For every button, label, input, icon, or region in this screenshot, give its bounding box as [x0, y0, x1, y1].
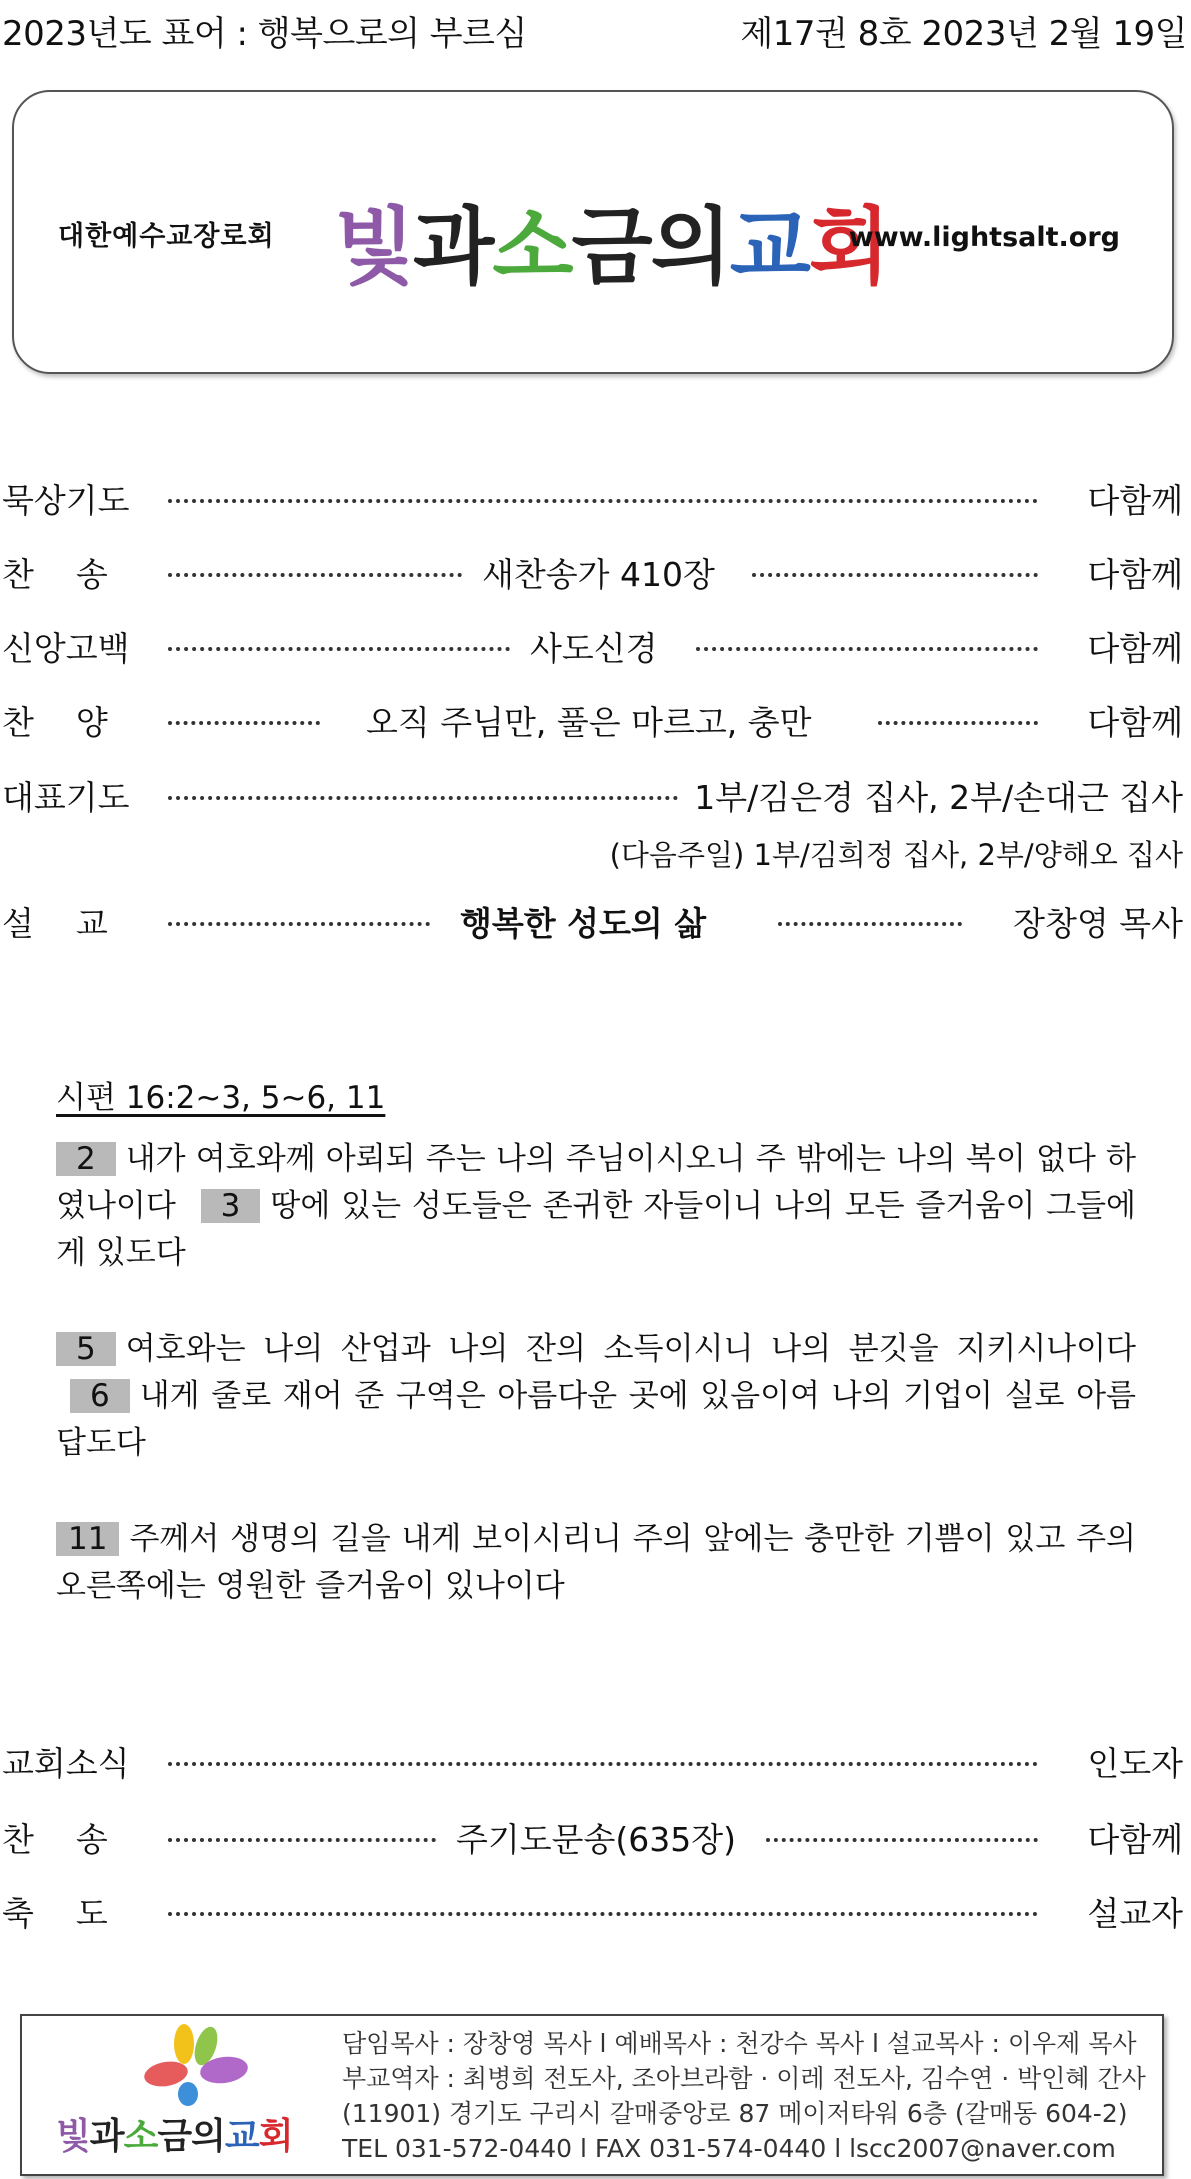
leader-dots — [168, 647, 510, 651]
church-name-char: 과 — [89, 2116, 124, 2157]
order-item: 사도신경 — [530, 629, 658, 668]
sermon-title: 행복한 성도의 삶 — [460, 904, 707, 943]
order-leader: 다함께 — [1087, 481, 1183, 520]
order-label: 묵상기도 — [2, 481, 130, 520]
church-name-char: 금 — [157, 2116, 192, 2157]
order-row-church-news — [0, 1738, 1191, 1788]
order-label: 찬 송 — [2, 1820, 108, 1859]
order-leader: 다함께 — [1087, 1820, 1183, 1859]
leader-dots — [168, 1912, 1038, 1916]
order-leader: 1부/김은경 집사, 2부/손대근 집사 — [694, 778, 1183, 817]
order-label: 설 교 — [2, 904, 108, 943]
church-header-box — [12, 90, 1174, 374]
church-contact-info — [342, 2026, 1146, 2166]
leader-dots — [168, 796, 678, 800]
leader-dots — [168, 499, 1038, 503]
preacher: 장창영 목사 — [1013, 904, 1183, 943]
denomination-label: 대한예수교장로회 — [58, 221, 275, 252]
leader-dots — [168, 721, 320, 725]
church-name-char: 과 — [413, 198, 493, 296]
verse-text: 땅에 있는 성도들은 존귀한 자들이니 나의 모든 즐거움이 그들에게 있도다 — [56, 1188, 1136, 1271]
church-name-char: 회 — [808, 198, 889, 296]
verse-number: 11 — [56, 1522, 119, 1556]
church-info-footer — [20, 2014, 1164, 2176]
order-row-silent-prayer — [0, 475, 1191, 525]
order-row-representative-prayer — [0, 772, 1191, 822]
order-label: 축 도 — [2, 1894, 108, 1933]
leader-dots — [168, 573, 462, 577]
issue-date: 제17권 8호 2023년 2월 19일 — [740, 14, 1187, 54]
website-link[interactable]: www.lightsalt.org — [848, 222, 1120, 253]
next-week-prayer-note: (다음주일) 1부/김희정 집사, 2부/양해오 집사 — [609, 838, 1183, 872]
scripture-paragraph — [56, 1136, 1136, 1277]
pastors-line: 담임목사 : 장창영 목사 l 예배목사 : 천강수 목사 l 설교목사 : 이우제 목사 — [342, 2029, 1137, 2058]
order-label: 교회소식 — [2, 1744, 130, 1783]
order-item: 주기도문송(635장) — [456, 1820, 737, 1859]
church-name-char: 교 — [729, 198, 809, 296]
order-leader: 다함께 — [1087, 703, 1183, 742]
order-leader: 인도자 — [1087, 1744, 1183, 1783]
verse-number: 6 — [70, 1379, 130, 1413]
leader-dots — [168, 1838, 436, 1842]
verse-text: 내가 여호와께 아뢰되 주는 나의 주님이시오니 주 밖에는 나의 복이 없다 하였나이다 — [56, 1141, 1136, 1224]
verse-number: 3 — [201, 1189, 261, 1223]
church-name-char: 의 — [650, 198, 730, 296]
order-row-hymn — [0, 549, 1191, 599]
church-name-char: 빛 — [56, 2116, 90, 2157]
contact-line: TEL 031-572-0440 l FAX 031-574-0440 l lscc2007@naver.com — [342, 2134, 1116, 2163]
order-label: 찬 양 — [2, 703, 108, 742]
staff-line: 부교역자 : 최병희 전도사, 조아브라함 · 이레 전도사, 김수연 · 박인혜 간사 — [342, 2064, 1146, 2093]
bulletin-top-line — [0, 0, 1191, 56]
leader-dots — [752, 573, 1038, 577]
verse-number: 5 — [56, 1332, 116, 1366]
verse-text: 여호와는 나의 산업과 나의 잔의 소득이시니 나의 분깃을 지키시나이다 — [125, 1331, 1136, 1367]
logo-petal — [178, 2082, 198, 2106]
church-name-char: 회 — [258, 2116, 293, 2157]
church-name-char: 빛 — [334, 198, 414, 296]
order-row-praise — [0, 697, 1191, 747]
yearly-motto: 2023년도 표어 : 행복으로의 부르심 — [2, 14, 527, 54]
church-logo-icon — [126, 2022, 266, 2112]
church-name-char: 의 — [191, 2116, 225, 2157]
leader-dots — [766, 1838, 1038, 1842]
leader-dots — [168, 922, 430, 926]
scripture-paragraph — [56, 1516, 1136, 1610]
order-leader: 다함께 — [1087, 555, 1183, 594]
order-leader: 다함께 — [1087, 629, 1183, 668]
footer-church-name — [56, 2108, 292, 2159]
order-leader: 설교자 — [1087, 1894, 1183, 1933]
verse-number: 2 — [56, 1142, 116, 1176]
church-name-logo — [334, 180, 888, 301]
church-name-char: 소 — [123, 2116, 158, 2157]
order-item: 오직 주님만, 풀은 마르고, 충만 — [366, 703, 812, 742]
order-row-benediction — [0, 1888, 1191, 1938]
leader-dots — [778, 922, 962, 926]
order-label: 신앙고백 — [2, 629, 130, 668]
order-label: 찬 송 — [2, 555, 108, 594]
order-item: 새찬송가 410장 — [482, 555, 715, 594]
address-line: (11901) 경기도 구리시 갈매중앙로 87 메이저타워 6층 (갈매동 604-2) — [342, 2099, 1128, 2128]
leader-dots — [168, 1762, 1038, 1766]
church-name-char: 교 — [224, 2116, 259, 2157]
scripture-reference: 시편 16:2~3, 5~6, 11 — [56, 1080, 386, 1116]
verse-text: 내게 줄로 재어 준 구역은 아름다운 곳에 있음이여 나의 기업이 실로 아름답도다 — [56, 1378, 1136, 1461]
logo-petal — [174, 2024, 194, 2064]
order-row-sermon — [0, 898, 1191, 948]
order-row-closing-hymn — [0, 1814, 1191, 1864]
scripture-paragraph — [56, 1326, 1136, 1467]
verse-text: 주께서 생명의 길을 내게 보이시리니 주의 앞에는 충만한 기쁨이 있고 주의 오른쪽에는 영원한 즐거움이 있나이다 — [56, 1521, 1136, 1604]
leader-dots — [696, 647, 1038, 651]
church-name-char: 소 — [492, 198, 572, 296]
church-name-char: 금 — [571, 198, 651, 296]
leader-dots — [878, 721, 1038, 725]
order-row-creed — [0, 623, 1191, 673]
order-label: 대표기도 — [2, 778, 130, 817]
